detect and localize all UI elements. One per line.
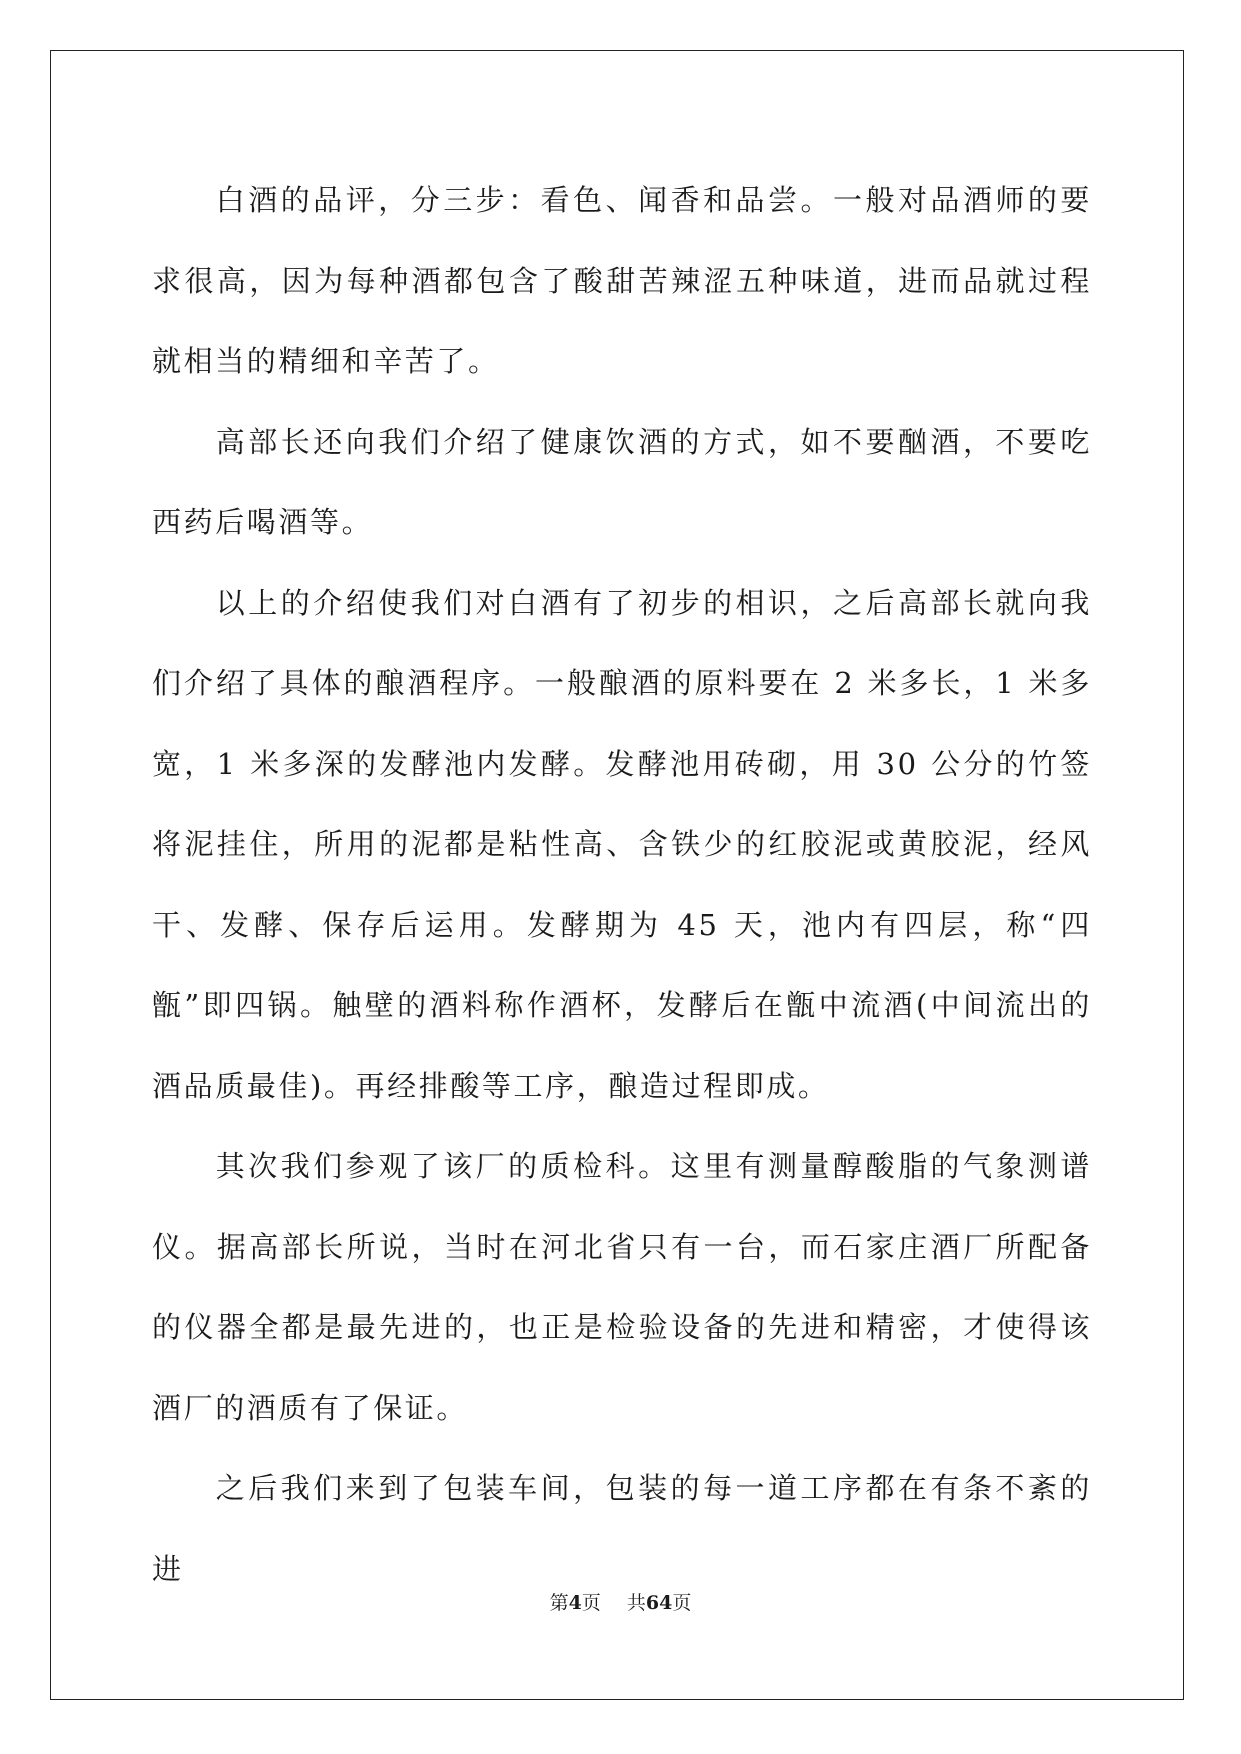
total-suffix: 页 (672, 1592, 692, 1614)
document-body (152, 160, 1092, 1609)
paragraph-liquor-tasting: 白酒的品评，分三步：看色、闻香和品尝。一般对品酒师的要求很高，因为每种酒都包含了酸甜苦辣涩五种味道，进而品就过程就相当的精细和辛苦了。 (152, 183, 1092, 378)
paragraph-healthy-drinking: 高部长还向我们介绍了健康饮酒的方式，如不要酗酒，不要吃西药后喝酒等。 (152, 424, 1092, 539)
paragraph-packaging-workshop: 之后我们来到了包装车间，包装的每一道工序都在有条不紊的进 (152, 1471, 1092, 1586)
page-footer (0, 1588, 1241, 1615)
page-prefix: 第 (549, 1592, 569, 1614)
total-prefix: 共 (626, 1592, 646, 1614)
page-number: 4 (568, 1592, 582, 1614)
page-suffix: 页 (581, 1592, 601, 1614)
paragraph-brewing-process: 以上的介绍使我们对白酒有了初步的相识，之后高部长就向我们介绍了具体的酿酒程序。一般酿酒的原料要在 2 米多长，1 米多宽，1 米多深的发酵池内发酵。发酵池用砖砌，用 30 公分的竹签将泥挂住，所用的泥都是粘性高、含铁少的红胶泥或黄胶泥，经风干、发酵、保存后运用。发酵期为 45 天，池内有四层，称“四甑”即四锅。触壁的酒料称作酒杯，发酵后在甑中流酒(中间流出的酒品质最佳)。再经排酸等工序，酿造过程即成。 (152, 585, 1092, 1103)
paragraph-quality-inspection: 其次我们参观了该厂的质检科。这里有测量醇酸脂的气象测谱仪。据高部长所说，当时在河北省只有一台，而石家庄酒厂所配备的仪器全都是最先进的，也正是检验设备的先进和精密，才使得该酒厂的酒质有了保证。 (152, 1149, 1092, 1425)
total-pages: 64 (645, 1592, 673, 1614)
